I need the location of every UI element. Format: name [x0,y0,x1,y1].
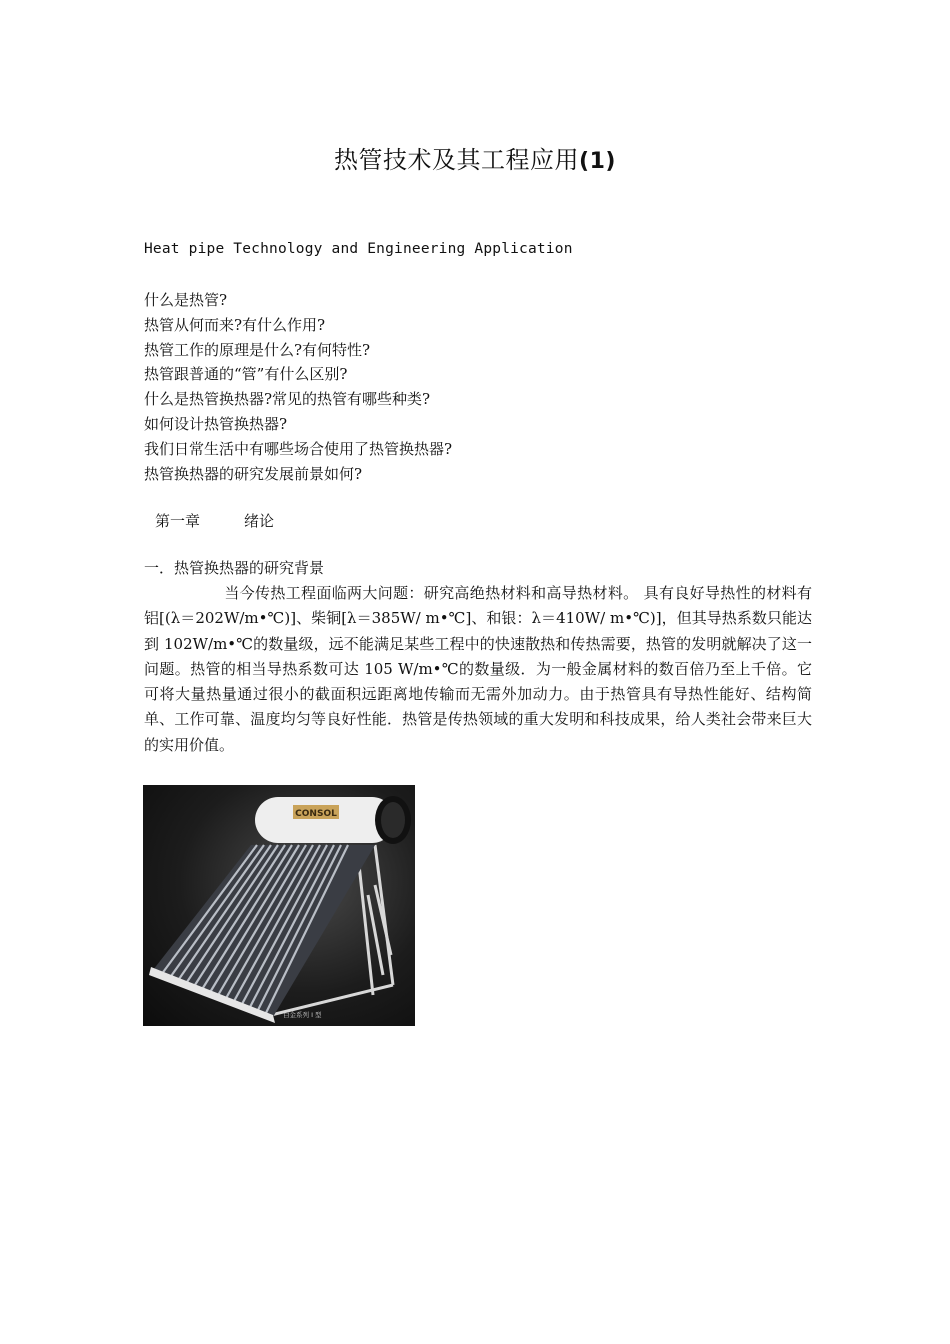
chapter-number: 第一章 [155,512,201,530]
solar-water-heater-image [143,785,415,1026]
english-subtitle: Heat pipe Technology and Engineering Application [144,241,573,257]
image-caption: 白金系列 I 型 [283,1011,322,1019]
brand-label: CONSOL [295,809,337,819]
section-heading: 一．热管换热器的研究背景 [144,559,325,577]
question-item: 我们日常生活中有哪些场合使用了热管换热器? [144,439,453,458]
title-suffix: (1) [579,149,616,174]
chapter-title: 绪论 [244,512,275,530]
body-paragraph [144,581,812,758]
paragraph-text: 当今传热工程面临两大问题：研究高绝热材料和高导热材料。 具有良好导热性的材料有铝[(λ＝202W/m•℃)]、柴铜[λ＝385W/ m•℃]、和银：λ＝410W/ m•℃)]，但其导热系数只能达到 102W/m•℃的数量级，远不能满足某些工程中的快速散热和传热需要，热管的发明就解决了这一问题。热管的相当导热系数可达 105 W/m•℃的数量级．为一般金属材料的数百倍乃至上千倍。它可将大量热量通过很小的截面积远距离地传输而无需外加动力。由于热管具有导热性能好、结构简单、工作可靠、温度均匀等良好性能．热管是传热领域的重大发明和科技成果，给人类社会带来巨大的实用价值。 [144,584,812,754]
document-title [0,140,950,175]
question-item: 什么是热管? [144,291,228,309]
question-item: 如何设计热管换热器? [144,414,288,433]
question-item: 热管跟普通的“管”有什么区别? [144,365,348,384]
question-item: 热管从何而来?有什么作用? [144,315,326,334]
question-item: 热管工作的原理是什么?有何特性? [144,340,371,359]
question-item: 热管换热器的研究发展前景如何? [144,464,363,483]
title-text: 热管技术及其工程应用 [334,146,580,174]
question-item: 什么是热管换热器?常见的热管有哪些种类? [144,390,431,409]
chapter-heading [155,510,274,531]
question-list [144,288,452,486]
